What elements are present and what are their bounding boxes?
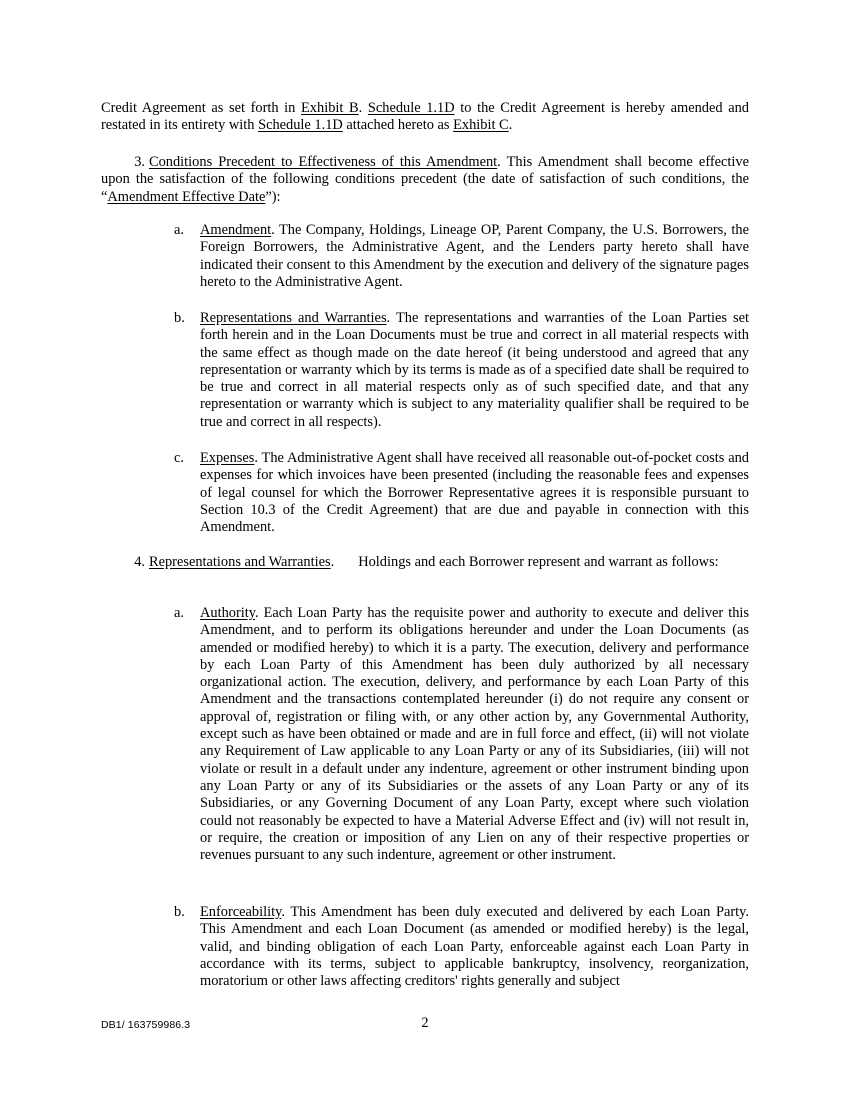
schedule-1-1d-ref-2: Schedule 1.1D xyxy=(258,117,343,134)
section-3-text-a: . This Amendment shall become effective upon the satisfaction of the following conditions precedent (the date of satisfaction of such conditions, the “ xyxy=(101,154,750,205)
intro-text-2: . xyxy=(358,100,368,116)
item-text: . Each Loan Party has the requisite power and authority to execute and deliver this Amendment, and to perform its obligations hereunder and under the Loan Documents (as amended or modified hereby) to which it is a party. The execution, delivery and performance by each Loan Party of this Amendment has been duly authorized by all necessary organizational action. The execution, delivery, and performance by each Loan Party of this Amendment and the transactions contemplated hereunder (i) do not require any consent or approval of, registration or filing with, or any other action by, any Governmental Authority, except such as have been obtained or made and are in full force and effect, (ii) will not violate any Requirement of Law applicable to any Loan Party or any of its Subsidiaries, (iii) will not violate or result in a default under any indenture, agreement or other instrument binding upon any Loan Party or any of its Subsidiaries or the assets of any Loan Party or any of its Subsidiaries, or any Governing Document of any Loan Party, except where such violation could not reasonably be expected to have a Material Adverse Effect and (iv) will not result in, or require, the creation or imposition of any Lien on any of their respective properties or revenues pursuant to any such indenture, agreement or other instrument. xyxy=(200,605,749,864)
item-marker: b. xyxy=(174,310,185,326)
section-3-number: 3. xyxy=(134,154,145,170)
item-marker: a. xyxy=(174,222,184,238)
section-4-item-a xyxy=(174,605,749,864)
section-4-text-a: . xyxy=(330,554,335,570)
section-3-item-a xyxy=(174,222,749,291)
section-3-text-b: ”): xyxy=(265,188,281,205)
intro-text-5: . xyxy=(508,117,513,134)
item-heading: Enforceability xyxy=(200,904,282,920)
document-id: DB1/ 163759986.3 xyxy=(101,1019,191,1031)
intro-text-4: attached hereto as xyxy=(342,117,454,134)
exhibit-b-ref: Exhibit B xyxy=(301,100,359,116)
section-3-item-c xyxy=(174,450,749,536)
exhibit-c-ref: Exhibit C xyxy=(453,117,509,134)
intro-text-3: to the Credit Agreement is hereby amended and restated in its entirety with xyxy=(101,100,749,134)
item-marker: b. xyxy=(174,904,185,920)
item-text: . The Administrative Agent shall have received all reasonable out-of-pocket costs and expenses for which invoices have been presented (including the reasonable fees and expenses of legal counsel for which the Borrower Representative agrees it is responsible pursuant to Section 10.3 of the Credit Agreement) that are due and payable in connection with this Amendment. xyxy=(200,450,749,536)
amendment-effective-date-term: Amendment Effective Date xyxy=(107,188,266,205)
item-text: . This Amendment has been duly executed and delivered by each Loan Party. This Amendment and each Loan Document (as amended or modified hereby) is the legal, valid, and binding obligation of each Loan Party, enforceable against each Loan Party in accordance with its terms, subject to applicable bankruptcy, insolvency, reorganization, moratorium or other laws affecting creditors' rights generally and subject xyxy=(200,904,749,990)
section-4-number: 4. xyxy=(134,554,145,570)
section-4-heading: Representations and Warranties xyxy=(149,554,331,570)
section-3-heading: Conditions Precedent to Effectiveness of this Amendment xyxy=(149,154,498,170)
item-text: . The Company, Holdings, Lineage OP, Parent Company, the U.S. Borrowers, the Foreign Borrowers, the Administrative Agent, and the Lenders party hereto shall have indicated their consent to this Amendment by the execution and delivery of the signature pages hereto to the Administrative Agent. xyxy=(200,222,749,290)
item-text: . The representations and warranties of the Loan Parties set forth herein and in the Loan Documents must be true and correct in all material respects with the same effect as though made on the date hereof (it being understood and agreed that any representation or warranty which by its terms is made as of a specified date shall be required to be true and correct in all material respects only as of such specified date, and that any representation or warranty which is subject to any materiality qualifier shall be required to be true and correct in all respects). xyxy=(200,310,749,430)
item-heading: Representations and Warranties xyxy=(200,310,387,326)
item-heading: Expenses xyxy=(200,450,255,466)
item-marker: c. xyxy=(174,450,184,466)
section-4-paragraph xyxy=(101,554,749,571)
section-3-item-b xyxy=(174,310,749,431)
item-marker: a. xyxy=(174,605,184,621)
intro-text-1: Credit Agreement as set forth in xyxy=(101,100,302,116)
section-4-item-b xyxy=(174,904,749,990)
intro-paragraph xyxy=(101,100,749,135)
schedule-1-1d-ref: Schedule 1.1D xyxy=(367,100,455,116)
item-heading: Authority xyxy=(200,605,256,621)
item-heading: Amendment xyxy=(200,222,272,238)
section-3-paragraph xyxy=(101,154,749,206)
page-number: 2 xyxy=(421,1015,429,1031)
section-4-text-b: Holdings and each Borrower represent and warrant as follows: xyxy=(358,554,719,570)
